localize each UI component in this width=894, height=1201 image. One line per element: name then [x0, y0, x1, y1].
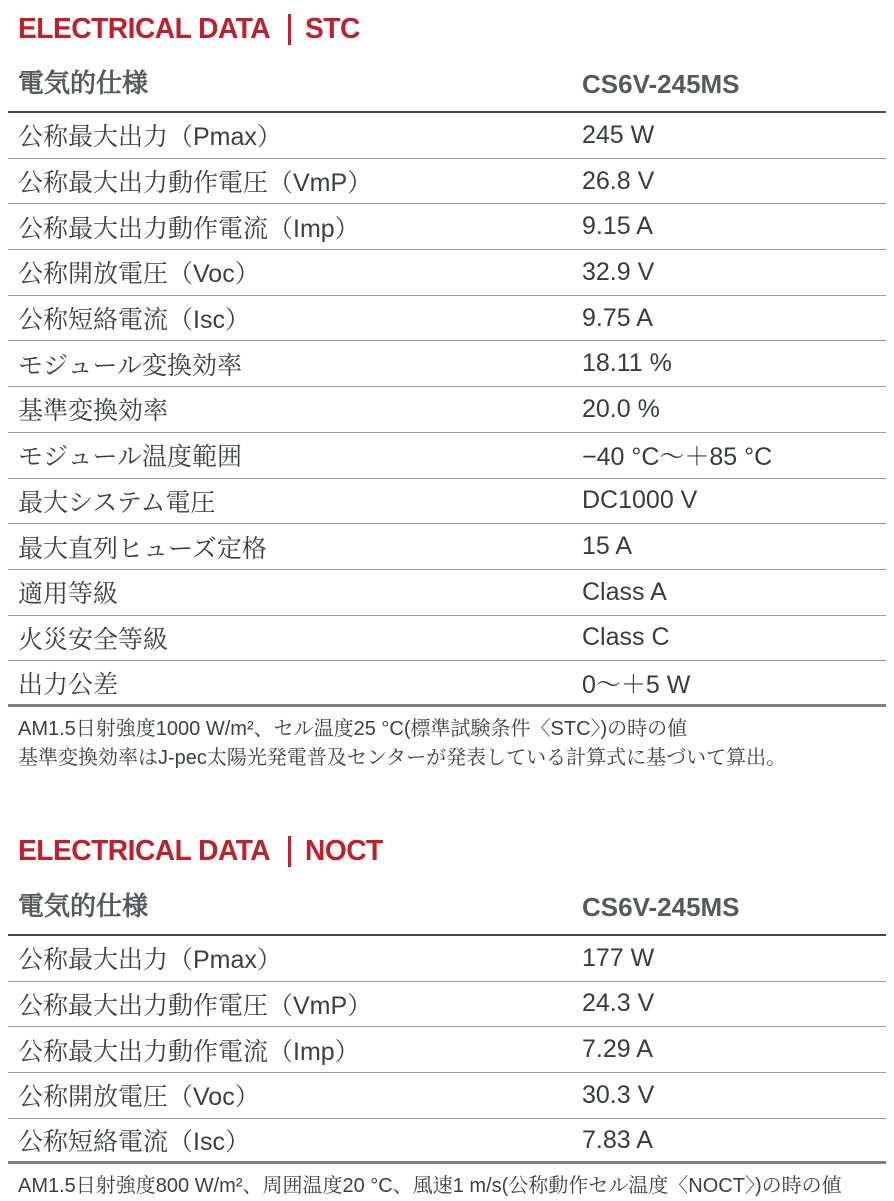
- spec-label: 出力公差: [18, 670, 119, 699]
- spec-row: [8, 661, 886, 707]
- spec-row: [8, 524, 886, 570]
- title-divider-bar: [288, 14, 291, 45]
- spec-value: 0〜＋5 W: [582, 670, 691, 699]
- spec-value: 32.9 V: [582, 257, 655, 286]
- footnote-line: AM1.5日射強度800 W/m²、周囲温度20 °C、風速1 m/s(公称動作セル温度〈NOCT〉)の時の値: [18, 1175, 842, 1198]
- spec-label: モジュール変換効率: [18, 351, 243, 380]
- spec-row: [8, 250, 886, 296]
- table-header-row: [8, 46, 886, 113]
- spec-value: Class A: [582, 577, 667, 606]
- spec-row: [8, 1119, 886, 1165]
- spec-label: 基準変換効率: [18, 397, 169, 426]
- spec-row: [8, 296, 886, 342]
- table-header-model: CS6V-245MS: [582, 891, 740, 922]
- spec-label: 公称開放電圧（Voc）: [18, 1083, 260, 1112]
- spec-value: 7.29 A: [582, 1035, 653, 1064]
- section-title-sub: STC: [304, 12, 360, 45]
- spec-value: 9.75 A: [582, 303, 653, 332]
- section-title-main: ELECTRICAL DATA: [18, 835, 271, 868]
- table-header-label: 電気的仕様: [18, 890, 149, 921]
- spec-row: [8, 433, 886, 479]
- table-header-model: CS6V-245MS: [582, 69, 740, 99]
- spec-row: [8, 982, 886, 1028]
- spec-row: [8, 387, 886, 433]
- spec-value: 7.83 A: [582, 1125, 653, 1154]
- spec-value: 15 A: [582, 532, 633, 561]
- section-noct: [8, 835, 886, 1201]
- spec-row: [8, 204, 886, 250]
- section-stc: [8, 12, 886, 773]
- section-title-main: ELECTRICAL DATA: [18, 12, 271, 45]
- spec-table-noct: [8, 869, 886, 1164]
- spec-row: [8, 1027, 886, 1073]
- spec-value: 245 W: [582, 120, 655, 149]
- spec-label: 公称最大出力動作電流（Imp）: [18, 214, 360, 243]
- spec-row: [8, 936, 886, 982]
- spec-value: 9.15 A: [582, 212, 653, 241]
- spec-value: −40 °C〜＋85 °C: [582, 443, 773, 472]
- spec-value: 20.0 %: [582, 394, 660, 423]
- spec-label: 公称短絡電流（Isc）: [18, 1128, 250, 1157]
- spec-label: 最大直列ヒューズ定格: [18, 534, 267, 563]
- spec-row: [8, 479, 886, 525]
- section-title: [18, 12, 886, 46]
- section-title-sub: NOCT: [304, 835, 383, 868]
- spec-label: 適用等級: [18, 580, 119, 609]
- spec-row: [8, 570, 886, 616]
- spec-label: 火災安全等級: [18, 625, 169, 654]
- spec-label: 公称最大出力（Pmax）: [18, 946, 282, 975]
- spec-value: DC1000 V: [582, 486, 698, 515]
- spec-label: 公称最大出力動作電圧（VmP）: [18, 991, 373, 1020]
- spec-value: 177 W: [582, 943, 655, 972]
- spec-label: 公称短絡電流（Isc）: [18, 306, 250, 335]
- spec-label: 公称開放電圧（Voc）: [18, 260, 260, 289]
- spec-row: [8, 113, 886, 159]
- footnote-line: 基準変換効率はJ-pec太陽光発電普及センターが発表している計算式に基づいて算出。: [18, 746, 787, 769]
- spec-value: 18.11 %: [582, 349, 672, 378]
- spec-value: Class C: [582, 623, 670, 652]
- spec-row: [8, 159, 886, 205]
- table-header-label: 電気的仕様: [18, 68, 149, 98]
- spec-value: 24.3 V: [582, 989, 655, 1018]
- title-divider-bar: [288, 836, 291, 867]
- spec-row: [8, 616, 886, 662]
- spec-row: [8, 341, 886, 387]
- spec-value: 26.8 V: [582, 166, 655, 195]
- spec-row: [8, 1073, 886, 1119]
- footnotes-noct: [8, 1164, 886, 1201]
- table-header-row: [8, 869, 886, 936]
- spec-label: モジュール温度範囲: [18, 443, 243, 472]
- spec-label: 最大システム電圧: [18, 488, 216, 517]
- spec-table-stc: [8, 46, 886, 707]
- section-title: [18, 835, 886, 869]
- spec-label: 公称最大出力（Pmax）: [18, 123, 282, 152]
- footnotes-stc: [8, 707, 886, 773]
- spec-label: 公称最大出力動作電圧（VmP）: [18, 169, 373, 198]
- footnote-line: AM1.5日射強度1000 W/m²、セル温度25 °C(標準試験条件〈STC〉)の時の値: [18, 717, 688, 740]
- spec-label: 公称最大出力動作電流（Imp）: [18, 1037, 360, 1066]
- spec-value: 30.3 V: [582, 1080, 655, 1109]
